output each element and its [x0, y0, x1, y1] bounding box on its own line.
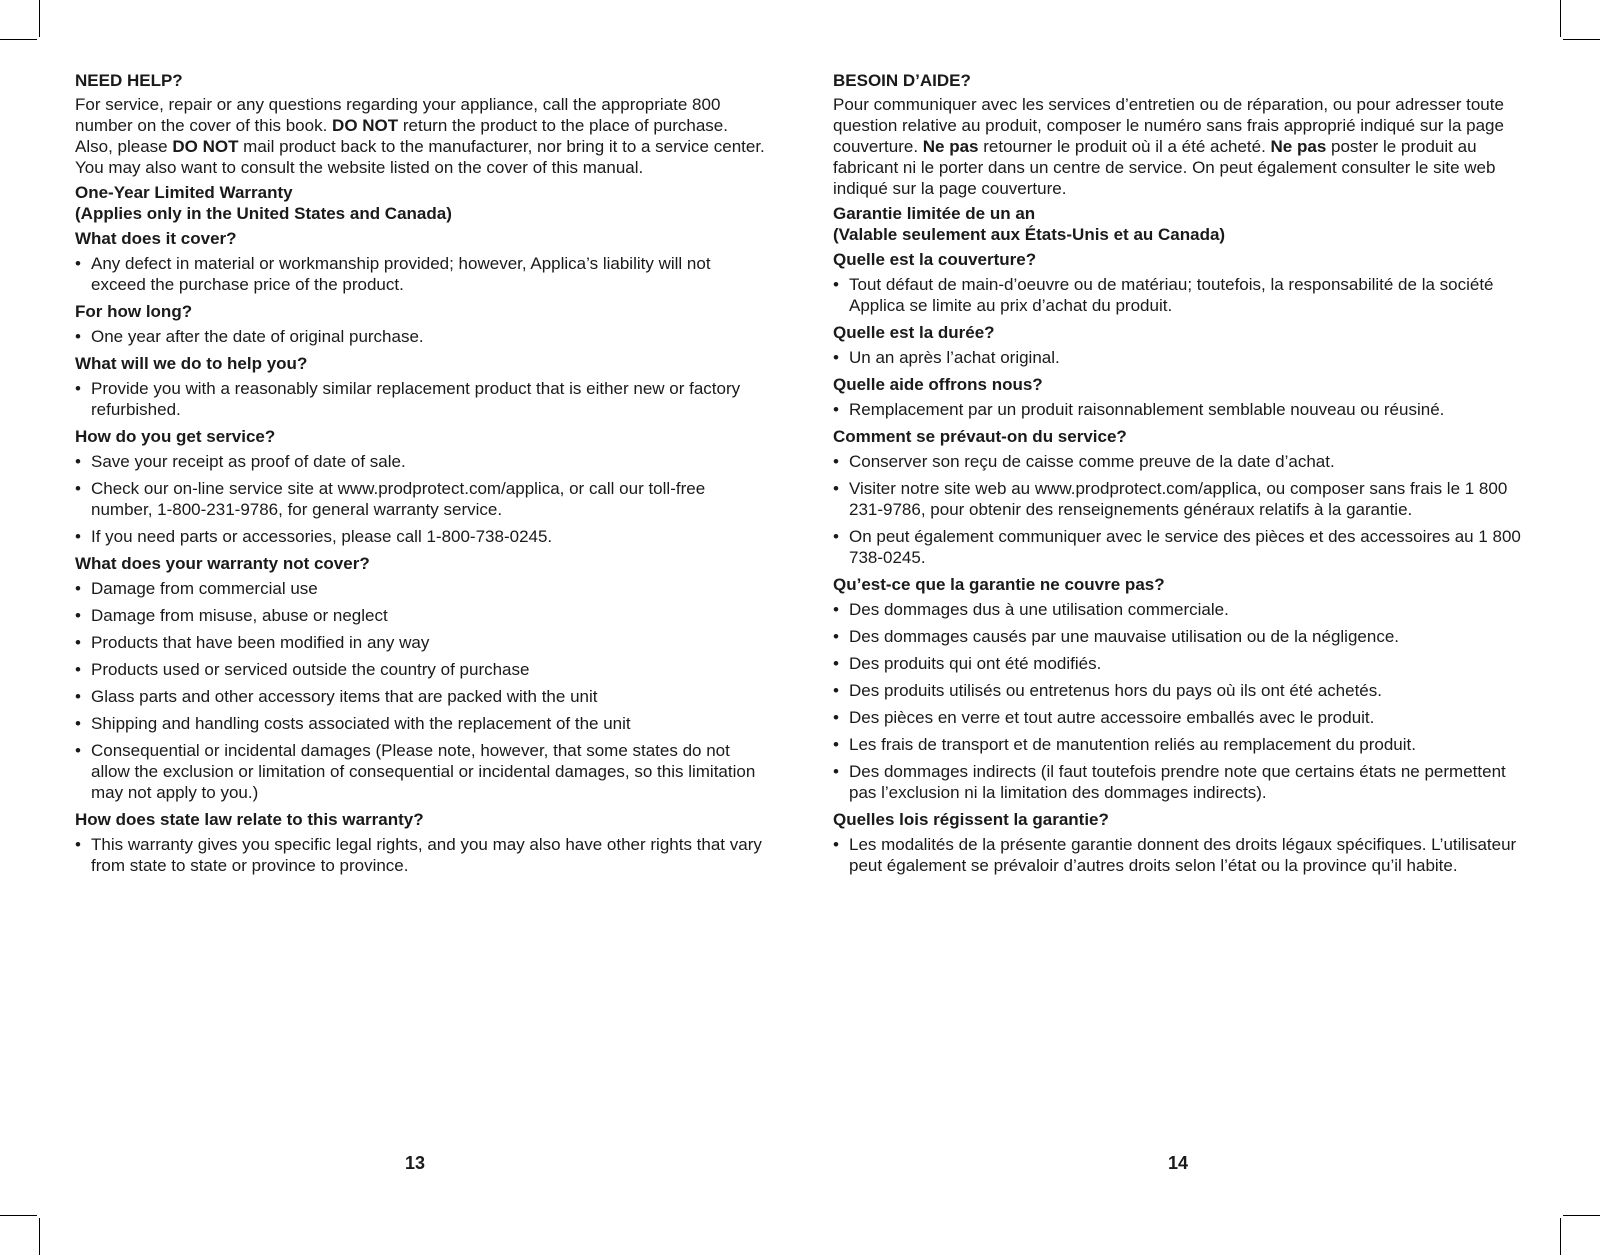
- crop-mark: [1563, 39, 1600, 40]
- bullet-icon: •: [75, 606, 81, 625]
- list-item: [833, 478, 1523, 520]
- list-item: [833, 599, 1523, 620]
- list-item: [75, 326, 765, 347]
- list-item-text: Des dommages indirects (il faut toutefois prendre note que certains états ne permettent pas l’exclusion ni la limitation des dommages indirects).: [849, 762, 1506, 802]
- list-item: [75, 478, 765, 520]
- bullet-list: [833, 347, 1523, 368]
- bullet-icon: •: [833, 348, 839, 367]
- list-item: [75, 713, 765, 734]
- list-item: [833, 274, 1523, 316]
- list-item-text: Les modalités de la présente garantie donnent des droits légaux spécifiques. L’utilisateur peut également se prévaloir d’autres droits selon l’état ou la province qu’il habite.: [849, 835, 1517, 875]
- list-item: [833, 526, 1523, 568]
- list-item: [75, 526, 765, 547]
- warranty-subtitle: (Applies only in the United States and Canada): [75, 204, 452, 223]
- list-item: [833, 347, 1523, 368]
- warranty-title: Garantie limitée de un an: [833, 204, 1036, 223]
- section-question: Quelle aide offrons nous?: [833, 375, 1043, 394]
- list-item-text: Damage from misuse, abuse or neglect: [91, 606, 388, 625]
- list-item-text: One year after the date of original purchase.: [91, 327, 424, 346]
- crop-mark: [0, 1215, 37, 1216]
- list-item-text: Tout défaut de main-d’oeuvre ou de matériau; toutefois, la responsabilité de la société Applica se limite au prix d’achat du produit.: [849, 275, 1494, 315]
- list-item: [833, 626, 1523, 647]
- list-item: [75, 834, 765, 876]
- bullet-icon: •: [75, 452, 81, 471]
- section-question: Comment se prévaut-on du service?: [833, 427, 1127, 446]
- list-item-text: Provide you with a reasonably similar replacement product that is either new or factory refurbished.: [91, 379, 741, 419]
- crop-mark: [39, 0, 40, 37]
- warranty-heading: [833, 203, 1523, 245]
- list-item-text: Save your receipt as proof of date of sale.: [91, 452, 406, 471]
- bullet-list: [75, 378, 765, 420]
- section-question: What will we do to help you?: [75, 354, 308, 373]
- list-item-text: Des pièces en verre et tout autre accessoire emballés avec le produit.: [849, 708, 1375, 727]
- bullet-icon: •: [833, 735, 839, 754]
- bullet-list: [75, 834, 765, 876]
- bullet-icon: •: [75, 633, 81, 652]
- list-item: [75, 578, 765, 599]
- emphasis: DO NOT: [172, 137, 239, 156]
- page-heading: NEED HELP?: [75, 71, 183, 90]
- page-french: [833, 68, 1523, 882]
- bullet-list: [75, 326, 765, 347]
- emphasis: DO NOT: [332, 116, 399, 135]
- list-item: [833, 707, 1523, 728]
- list-item: [75, 451, 765, 472]
- list-item: [75, 632, 765, 653]
- list-item-text: Any defect in material or workmanship provided; however, Applica’s liability will not exceed the purchase price of the product.: [91, 254, 711, 294]
- list-item-text: This warranty gives you specific legal rights, and you may also have other rights that vary from state to state or province to province.: [91, 835, 762, 875]
- section-question: How does state law relate to this warranty?: [75, 810, 424, 829]
- list-item: [75, 605, 765, 626]
- list-item: [75, 740, 765, 803]
- list-item-text: On peut également communiquer avec le service des pièces et des accessoires au 1 800 738-0245.: [849, 527, 1521, 567]
- bullet-icon: •: [75, 254, 81, 273]
- warranty-sections: [75, 228, 765, 876]
- crop-mark: [1560, 1218, 1561, 1255]
- bullet-icon: •: [75, 327, 81, 346]
- bullet-icon: •: [833, 835, 839, 854]
- bullet-list: [833, 599, 1523, 803]
- list-item: [75, 378, 765, 420]
- section-question: For how long?: [75, 302, 193, 321]
- list-item-text: Check our on-line service site at www.prodprotect.com/applica, or call our toll-free number, 1-800-231-9786, for general warranty service.: [91, 479, 706, 519]
- list-item-text: Des dommages dus à une utilisation commerciale.: [849, 600, 1229, 619]
- bullet-list: [833, 399, 1523, 420]
- bullet-icon: •: [833, 452, 839, 471]
- crop-mark: [0, 39, 37, 40]
- list-item-text: Consequential or incidental damages (Please note, however, that some states do not allow the exclusion or limitation of consequential or incidental damages, so this limitation may not apply to you.): [91, 741, 756, 802]
- list-item-text: Visiter notre site web au www.prodprotect.com/applica, ou composer sans frais le 1 800 231-9786, pour obtenir des renseignements généraux relatifs à la garantie.: [849, 479, 1508, 519]
- list-item: [833, 399, 1523, 420]
- list-item-text: Les frais de transport et de manutention reliés au remplacement du produit.: [849, 735, 1416, 754]
- list-item: [833, 761, 1523, 803]
- page-number: 14: [1167, 1153, 1189, 1173]
- bullet-list: [833, 451, 1523, 568]
- list-item-text: Des produits qui ont été modifiés.: [849, 654, 1102, 673]
- list-item: [833, 451, 1523, 472]
- list-item-text: Des produits utilisés ou entretenus hors du pays où ils ont été achetés.: [849, 681, 1382, 700]
- list-item-text: Des dommages causés par une mauvaise utilisation ou de la négligence.: [849, 627, 1399, 646]
- warranty-sections: [833, 249, 1523, 876]
- bullet-list: [833, 834, 1523, 876]
- list-item-text: Glass parts and other accessory items that are packed with the unit: [91, 687, 598, 706]
- bullet-icon: •: [75, 527, 81, 546]
- list-item: [833, 653, 1523, 674]
- list-item: [75, 253, 765, 295]
- list-item-text: Shipping and handling costs associated with the replacement of the unit: [91, 714, 631, 733]
- bullet-list: [75, 253, 765, 295]
- warranty-heading: [75, 182, 765, 224]
- section-question: What does it cover?: [75, 229, 237, 248]
- list-item-text: Products that have been modified in any way: [91, 633, 430, 652]
- list-item: [833, 680, 1523, 701]
- list-item: [75, 686, 765, 707]
- list-item-text: Remplacement par un produit raisonnablement semblable nouveau ou réusiné.: [849, 400, 1445, 419]
- crop-mark: [39, 1218, 40, 1255]
- warranty-title: One-Year Limited Warranty: [75, 183, 293, 202]
- emphasis: Ne pas: [1270, 137, 1327, 156]
- list-item-text: Products used or serviced outside the country of purchase: [91, 660, 530, 679]
- bullet-icon: •: [833, 762, 839, 781]
- intro-paragraph: Pour communiquer avec les services d’entretien ou de réparation, ou pour adresser toute question relative au produit, composer le numéro sans frais approprié indiqué sur la page couverture. Ne pas retourner le produit où il a été acheté. Ne pas poster le produit au fabricant ni le porter dans un centre de service. On peut également consulter le site web indiqué sur la page couverture.: [833, 95, 1504, 198]
- bullet-icon: •: [833, 627, 839, 646]
- bullet-icon: •: [75, 741, 81, 760]
- bullet-icon: •: [833, 479, 839, 498]
- bullet-icon: •: [75, 835, 81, 854]
- bullet-icon: •: [833, 708, 839, 727]
- list-item-text: If you need parts or accessories, please call 1-800-738-0245.: [91, 527, 553, 546]
- bullet-icon: •: [75, 660, 81, 679]
- bullet-icon: •: [833, 654, 839, 673]
- section-question: What does your warranty not cover?: [75, 554, 370, 573]
- bullet-icon: •: [75, 714, 81, 733]
- section-question: How do you get service?: [75, 427, 276, 446]
- bullet-icon: •: [833, 681, 839, 700]
- bullet-list: [75, 451, 765, 547]
- section-question: Quelle est la couverture?: [833, 250, 1037, 269]
- bullet-icon: •: [833, 527, 839, 546]
- list-item-text: Un an après l’achat original.: [849, 348, 1060, 367]
- page-english: [75, 68, 765, 882]
- section-question: Quelle est la durée?: [833, 323, 995, 342]
- warranty-subtitle: (Valable seulement aux États-Unis et au Canada): [833, 225, 1226, 244]
- list-item: [833, 834, 1523, 876]
- list-item: [833, 734, 1523, 755]
- list-item: [75, 659, 765, 680]
- list-item-text: Conserver son reçu de caisse comme preuve de la date d’achat.: [849, 452, 1335, 471]
- bullet-list: [833, 274, 1523, 316]
- bullet-icon: •: [833, 400, 839, 419]
- bullet-list: [75, 578, 765, 803]
- bullet-icon: •: [75, 579, 81, 598]
- bullet-icon: •: [75, 379, 81, 398]
- crop-mark: [1560, 0, 1561, 37]
- bullet-icon: •: [75, 479, 81, 498]
- page-heading: BESOIN D’AIDE?: [833, 71, 971, 90]
- emphasis: Ne pas: [922, 137, 979, 156]
- intro-paragraph: For service, repair or any questions regarding your appliance, call the appropriate 800 number on the cover of this book. DO NOT return the product to the place of purchase. Also, please DO NOT mail product back to the manufacturer, nor bring it to a service center. You may also want to consult the website listed on the cover of this manual.: [75, 95, 765, 177]
- page-number: 13: [404, 1153, 426, 1173]
- section-question: Quelles lois régissent la garantie?: [833, 810, 1109, 829]
- list-item-text: Damage from commercial use: [91, 579, 318, 598]
- bullet-icon: •: [833, 600, 839, 619]
- bullet-icon: •: [833, 275, 839, 294]
- crop-mark: [1563, 1215, 1600, 1216]
- bullet-icon: •: [75, 687, 81, 706]
- section-question: Qu’est-ce que la garantie ne couvre pas?: [833, 575, 1165, 594]
